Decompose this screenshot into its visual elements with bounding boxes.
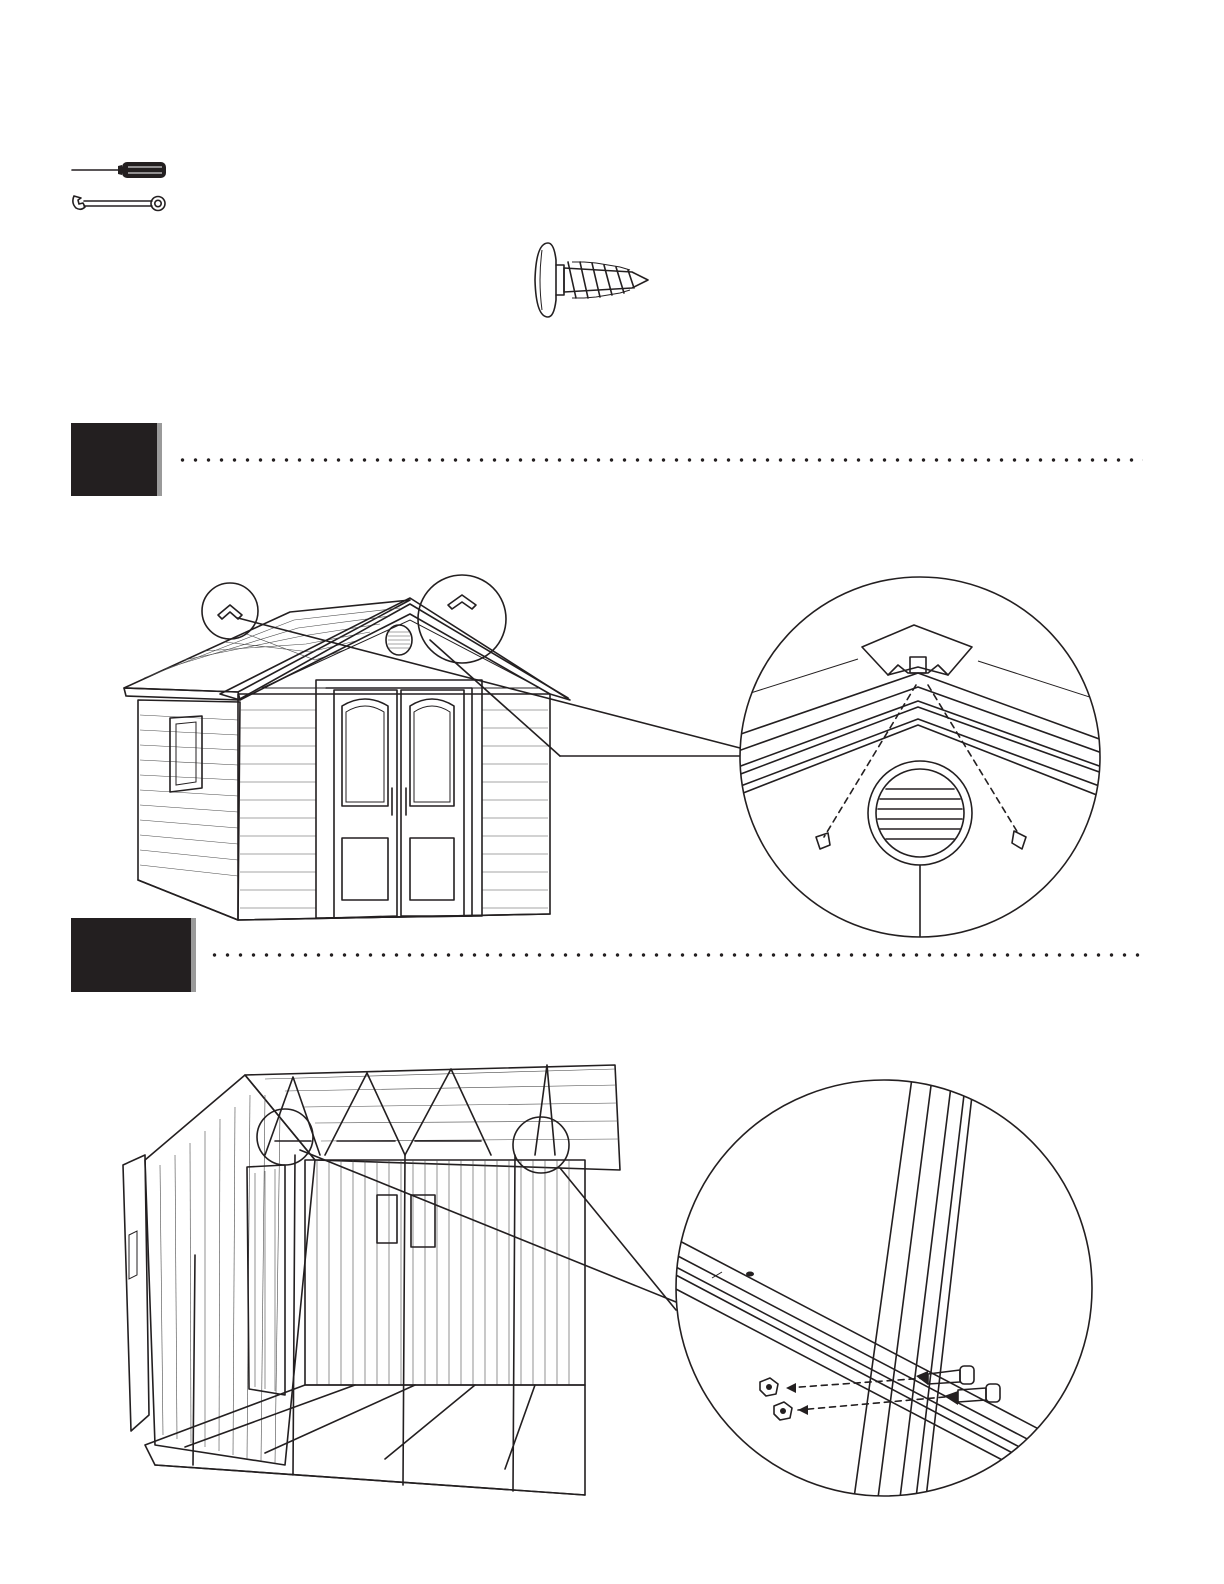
truss-bolt-detail bbox=[674, 1078, 1094, 1498]
